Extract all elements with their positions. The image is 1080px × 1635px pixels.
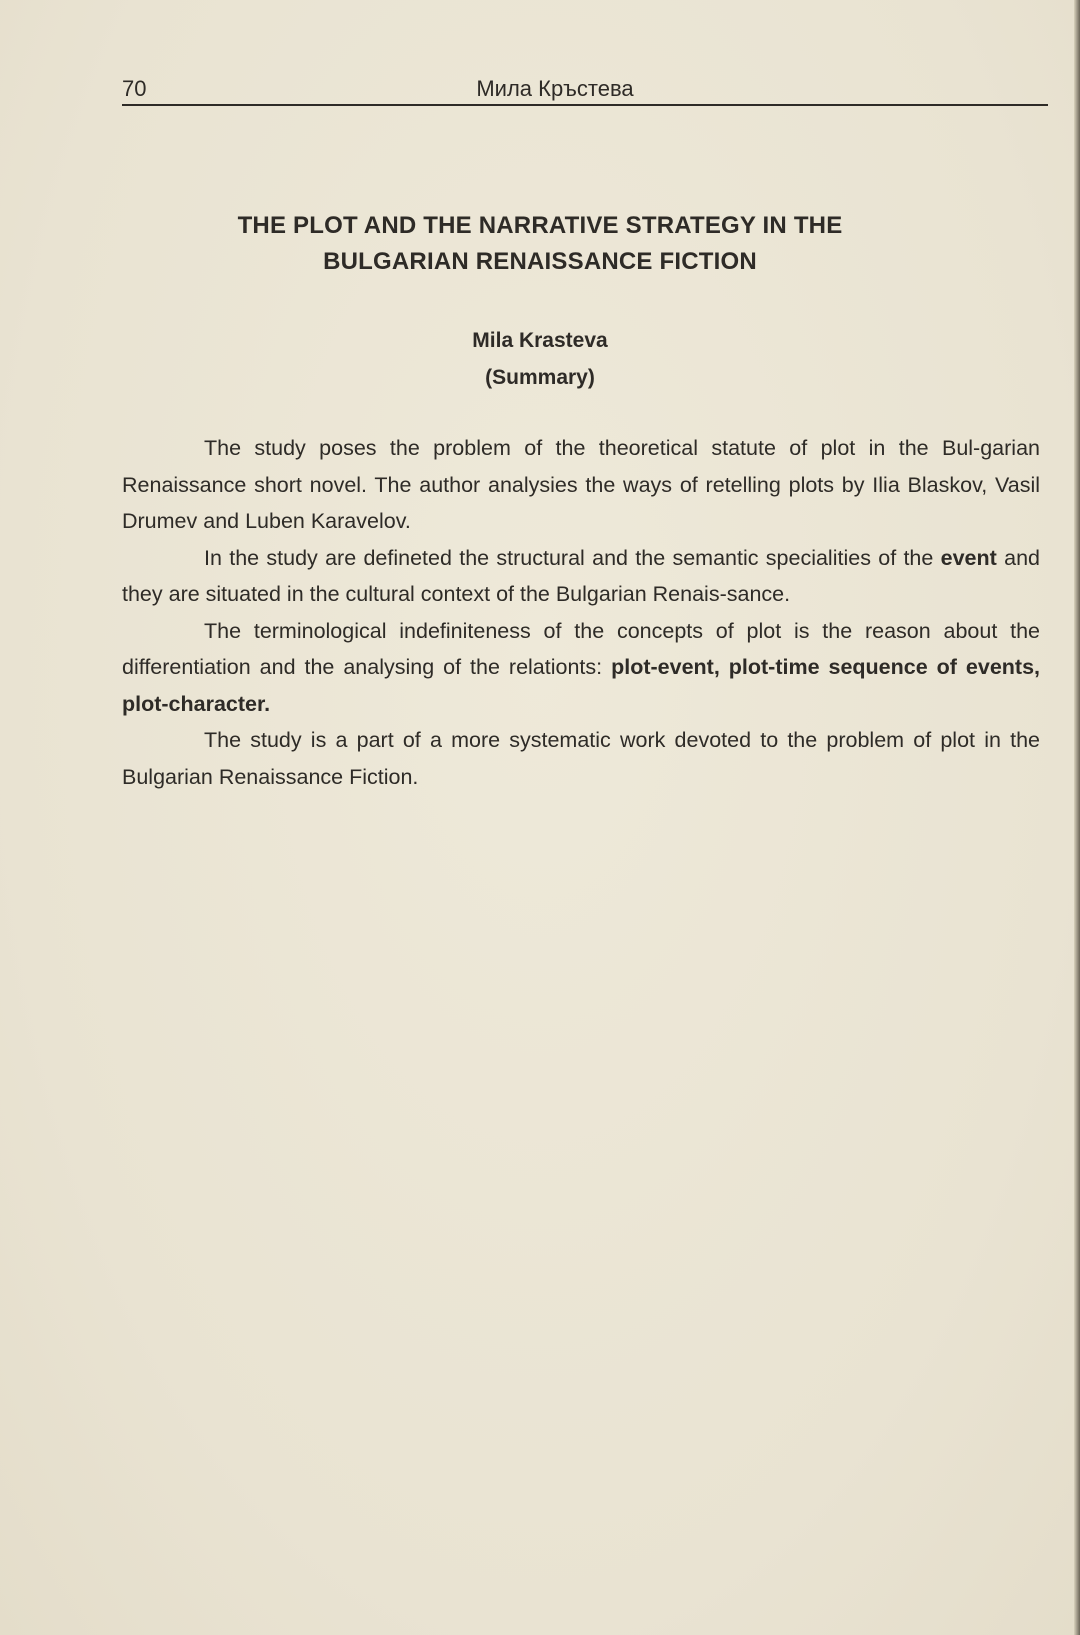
paragraph-4: The study is a part of a more systematic work devoted to the problem of plot in the Bulgarian Renaissance Fiction. [122,728,1040,789]
paragraph-3 [122,613,1040,723]
header-rule [122,104,1048,106]
paragraph-2-text-a: In the study are defineted the structural and the semantic specialities of the [204,545,941,570]
paragraph-1: The study poses the problem of the theoretical statute of plot in the Bul-garian Renaissance short novel. The author analysies the ways of retelling plots by Ilia Blaskov, Vasil Drumev and Luben Karavelov. [122,436,1040,533]
author-name: Mila Krasteva [472,329,608,352]
article-title [160,208,920,280]
paragraph-2 [122,540,1040,613]
paragraph-3-emphasis: plot-event, plot-time sequence of events, plot-character. [122,655,1040,716]
paragraph-2-text-b: and they are situated in the cultural context of the Bulgarian Renais-sance. [122,545,1040,606]
title-line-2: BULGARIAN RENAISSANCE FICTION [323,248,757,275]
summary-label: (Summary) [485,366,595,389]
running-title: Мила Кръстева [476,76,634,101]
title-line-1: THE PLOT AND THE NARRATIVE STRATEGY IN THE [237,212,843,239]
running-head [122,76,1048,106]
page-number: 70 [122,76,147,101]
paragraph-2-emphasis: event [940,545,997,570]
author-block [340,322,740,396]
summary-body [122,430,1040,795]
page-edge-shadow [1074,0,1080,1635]
paragraph-3-text: The terminological indefiniteness of the concepts of plot is the reason about the differentiation and the analysing of the relationts: [122,618,1040,679]
